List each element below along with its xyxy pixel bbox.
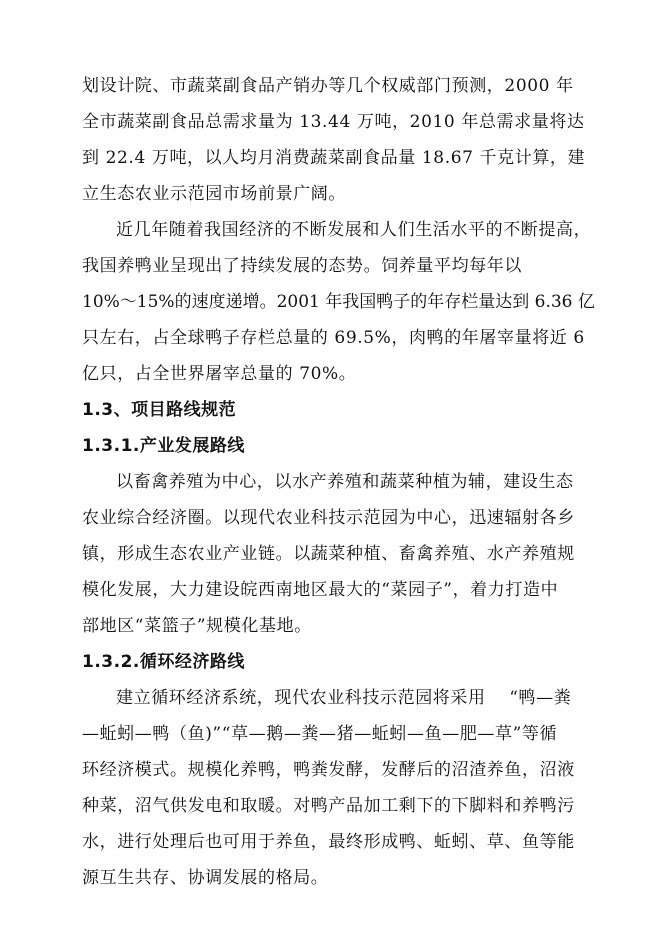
section-heading-1-3: 1.3、项目路线规范: [82, 400, 237, 420]
paragraph-4-line-5: 水，进行处理后也可用于养鱼，最终形成鸭、蚯蚓、草、鱼等能: [82, 832, 575, 852]
paragraph-4-line-6: 源互生共存、协调发展的格局。: [82, 868, 329, 888]
paragraph-4-line-3: 环经济模式。规模化养鸭，鸭粪发酵，发酵后的沼渣养鱼，沼液: [82, 760, 575, 780]
paragraph-2-line-3: 10%～15%的速度递增。2001 年我国鸭子的年存栏量达到 6.36 亿: [82, 292, 595, 312]
paragraph-1-line-2: 全市蔬菜副食品总需求量为 13.44 万吨，2010 年总需求量将达: [82, 112, 585, 132]
paragraph-3-line-4: 模化发展，大力建设皖西南地区最大的“菜园子”，着力打造中: [82, 580, 559, 600]
section-heading-1-3-2: 1.3.2.循环经济路线: [82, 652, 245, 672]
paragraph-3-line-2: 农业综合经济圈。以现代农业科技示范园为中心，迅速辐射各乡: [82, 508, 575, 528]
paragraph-1-line-4: 立生态农业示范园市场前景广阔。: [82, 184, 346, 204]
paragraph-4-line-1: 建立循环经济系统，现代农业科技示范园将采用 “鸭—粪: [116, 688, 572, 708]
paragraph-1-line-1: 划设计院、市蔬菜副食品产销办等几个权威部门预测，2000 年: [82, 76, 574, 96]
paragraph-1-line-3: 到 22.4 万吨，以人均月消费蔬菜副食品量 18.67 千克计算，建: [82, 148, 586, 168]
paragraph-4-line-2: —蚯蚓—鸭（鱼)”“草—鹅—粪—猪—蚯蚓—鱼—肥—草”等循: [82, 724, 558, 744]
paragraph-3-line-1: 以畜禽养殖为中心，以水产养殖和蔬菜种植为辅，建设生态: [116, 472, 574, 492]
paragraph-4-line-4: 种菜，沼气供发电和取暖。对鸭产品加工剩下的下脚料和养鸭污: [82, 796, 575, 816]
paragraph-2-line-2: 我国养鸭业呈现出了持续发展的态势。饲养量平均每年以: [82, 256, 522, 276]
paragraph-2-line-1: 近几年随着我国经济的不断发展和人们生活水平的不断提高，: [116, 220, 592, 240]
paragraph-3-line-3: 镇，形成生态农业产业链。以蔬菜种植、畜禽养殖、水产养殖规: [82, 544, 575, 564]
section-heading-1-3-1: 1.3.1.产业发展路线: [82, 436, 245, 456]
paragraph-3-line-5: 部地区“菜篮子”规模化基地。: [82, 616, 312, 636]
paragraph-2-line-5: 亿只，占全世界屠宰总量的 70%。: [82, 364, 357, 384]
paragraph-2-line-4: 只左右，占全球鸭子存栏总量的 69.5%，肉鸭的年屠宰量将近 6: [82, 328, 585, 348]
